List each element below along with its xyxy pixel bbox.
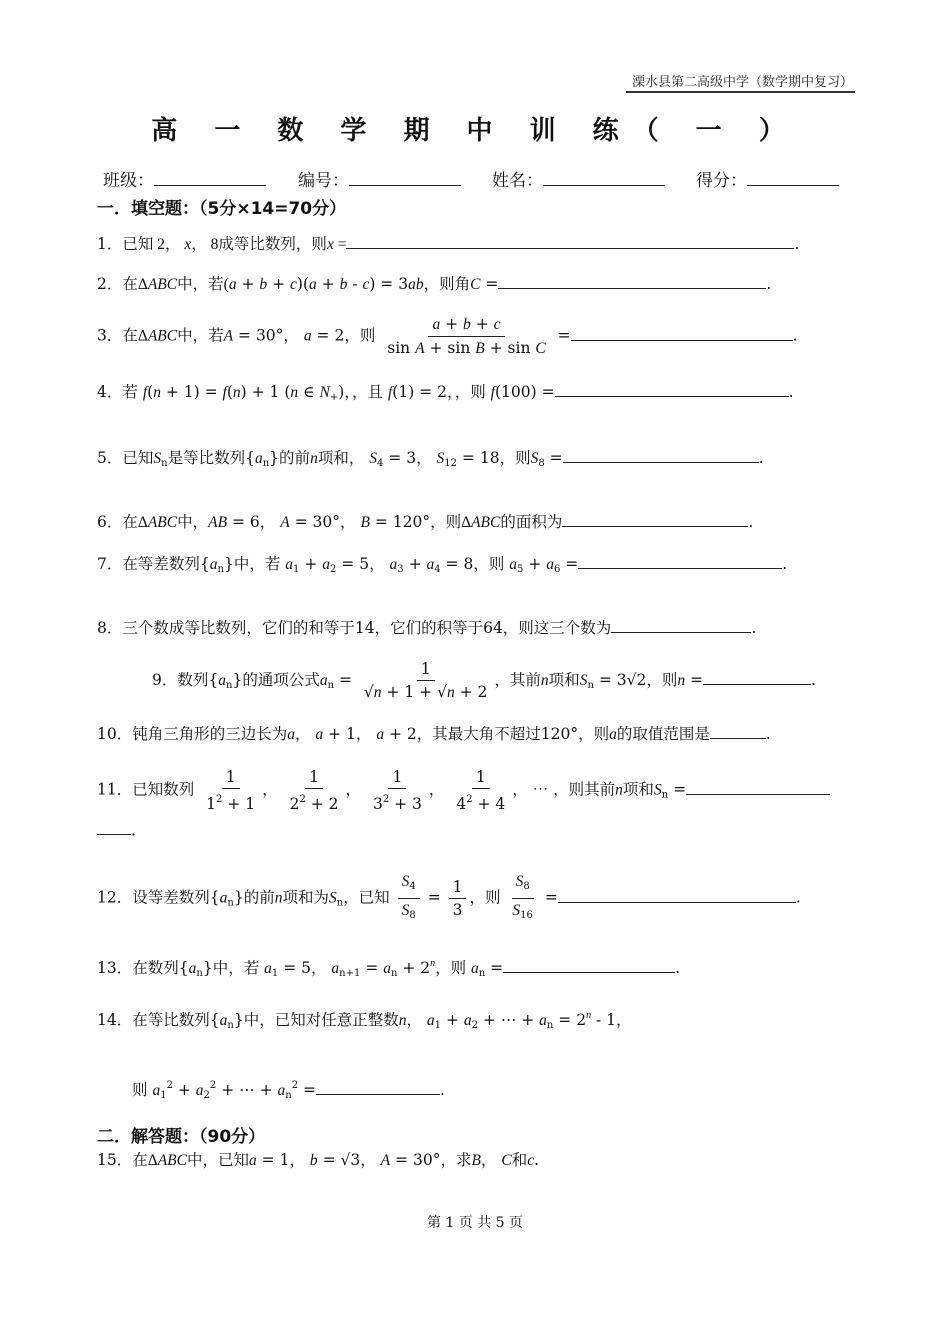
score-field: 得分： [696,166,839,191]
question-13: 13．在数列$\{a_n\}$中，若 $a_1 = 5$， $a_{n+1} = a_n + 2^n$，则 $a_n$ = . [97,958,681,979]
question-10: 10．钝角三角形的三边长为a， a + 1， a + 2，其最大角不超过120°，则a的取值范围是 . [97,725,771,743]
question-15: 15．在ΔABC中，已知a = 1， b = √3， A = 30°，求B， C和c. [97,1151,540,1169]
name-field: 姓名： [492,166,665,191]
question-8: 8．三个数成等比数列，它们的和等于14，它们的积等于64，则这三个数为 . [97,619,757,637]
number-field: 编号： [298,166,461,191]
question-1: 1．已知 2， x， 8成等比数列，则x = . [97,235,800,253]
question-3: 3．在ΔABC中，若A = 30°， a = 2，则 $\frac{a + b + c}{\text{sin A + sin B + sin C}}$ = . [97,315,798,357]
class-field: 班级： [103,166,266,191]
section-fill-in: 一．填空题：（5分×14=70分） [97,199,347,219]
question-6: 6．在ΔABC中，AB = 6， A = 30°， B = 120°，则ΔABC的面积为 . [97,513,754,531]
question-14: 14．在等比数列$\{a_n\}$中，已知对任意正整数n， $a_1 + a_2$ + ⋯ + $a_n = 2^n - 1$， [97,1010,632,1031]
question-9: 9．数列$\{a_n\}$的通项公式$a_n$ = $\frac{1}{√n + 1 + √n + 2}$ ，其前n项和$S_n = 3√2$，则n = . [152,660,816,701]
question-14-continued: 则 $a_1^2 + a_2^2$ + ⋯ + $a_n^2$ = . [132,1080,445,1101]
section-answer: 二．解答题：（90分） [97,1127,266,1147]
page-title: 高 一 数 学 期 中 训 练（ 一 ） [151,116,799,146]
question-4: 4．若 f(n + 1) = f(n) + 1 (n ∈ $N_+$)，，且 f(1) = 2，，则 f(100) = . [97,383,794,403]
page-footer: 第 1 页 共 5 页 [426,1215,524,1231]
question-2: 2．在ΔABC中，若(a + b + c)(a + b - c) = 3ab，则角C = . [97,275,772,293]
question-12: 12．设等差数列$\{a_n\}$的前n项和为$S_n$，已知 $\frac{S_4}{S_8}$ = $\frac{1}{3}$ ，则 $\frac{S_8}{S_{16}}$ = . [97,870,801,927]
question-5: 5．已知$S_n$是等比数列$\{a_n\}$的前n项和， $S_4 = 3$， $S_{12} = 18$，则$S_8$ = . [97,449,764,469]
question-11: 11．已知数列 $\frac{1}{1^2 + 1}$ ， $\frac{1}{2^2 + 2}$ ， $\frac{1}{3^2 + 3}$ ， $\frac{1}{4^2 + 4}$ ， ⋯ ，则其前n项和$S_n$ = [97,766,830,815]
question-7: 7．在等差数列$\{a_n\}$中，若 $a_1 + a_2 = 5$， $a_3 + a_4 = 8$，则 $a_5 + a_6$ = . [97,555,788,575]
header-tag: 溧水县第二高级中学（数学期中复习） [626,71,855,93]
question-11-continued: ． [97,818,147,842]
